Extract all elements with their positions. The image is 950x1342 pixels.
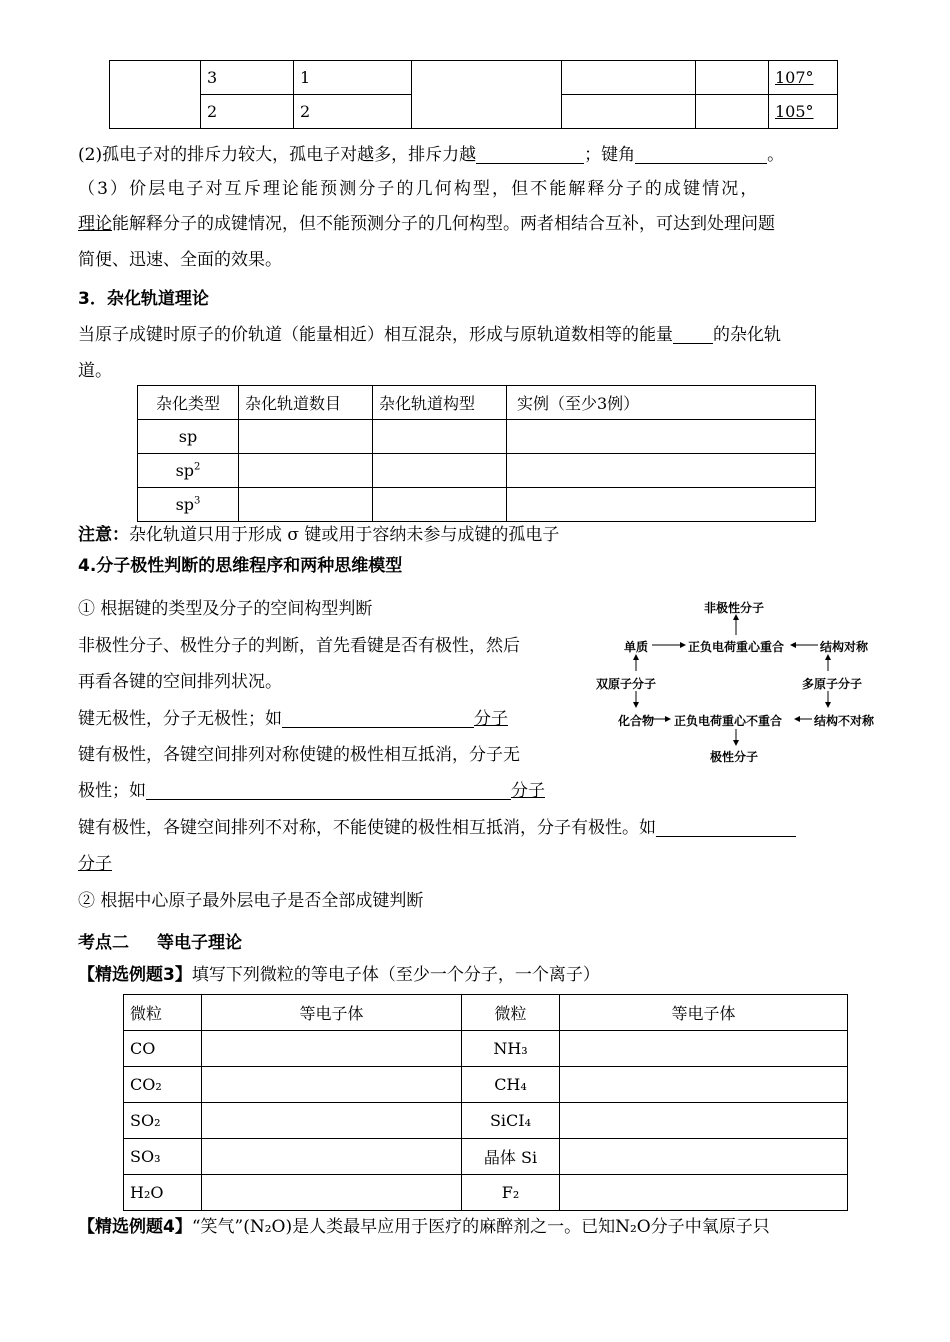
header-cell: 微粒 [462,995,560,1031]
table-cell[interactable] [373,454,507,488]
answer-cell[interactable] [202,1031,462,1067]
section-4-line: 非极性分子、极性分子的判断，首先看键是否有极性，然后 [78,636,520,656]
top-table-cell [562,61,696,95]
section-4-line: 键有极性，各键空间排列不对称，不能使键的极性相互抵消，分子有极性。如 [78,811,872,845]
particle-cell: CH₄ [462,1067,560,1103]
diagram-node: 非极性分子 [704,601,765,615]
example-4: 【精选例题4】“笑气”(N₂O)是人类最早应用于医疗的麻醉剂之一。已知N₂O分子中氧原子只 [78,1217,770,1237]
answer-cell[interactable] [202,1067,462,1103]
para-3-line-3: 简便、迅速、全面的效果。 [78,250,282,270]
particle-cell: CO₂ [124,1067,202,1103]
answer-cell[interactable] [560,1139,848,1175]
para-3-line-2: 理论能解释分子的成键情况，但不能预测分子的几何构型。两者相结合互补，可达到处理问题 [78,214,775,234]
hybrid-type: sp [138,420,239,454]
section-4-title: 4.分子极性判断的思维程序和两种思维模型 [78,556,403,576]
diagram-node: 正负电荷重心重合 [688,640,785,654]
isoelectronic-table [123,994,848,1211]
particle-cell: NH₃ [462,1031,560,1067]
section-4-line: 键有极性，各键空间排列对称使键的极性相互抵消，分子无 [78,745,520,765]
top-table-cell [696,95,769,129]
top-table-cell [769,61,838,95]
header-cell: 微粒 [124,995,202,1031]
answer-cell[interactable] [202,1103,462,1139]
header-cell: 等电子体 [202,995,462,1031]
diagram-node: 结构不对称 [814,714,875,728]
para-3-line-1: （3）价层电子对互斥理论能预测分子的几何构型，但不能解释分子的成键情况， [78,179,760,199]
answer-cell[interactable] [560,1031,848,1067]
hybrid-table [137,385,816,522]
diagram-node: 化合物 [618,714,655,728]
para-2: (2)孤电子对的排斥力较大，孤电子对越多，排斥力越 ；键角 。 [78,145,785,165]
section-4-line: 极性；如 分子 [78,781,545,801]
table-cell[interactable] [507,420,816,454]
table-cell[interactable] [373,488,507,522]
header-cell: 杂化类型 [138,386,239,420]
diagram-node: 双原子分子 [596,677,657,691]
answer-cell[interactable] [560,1067,848,1103]
answer-cell[interactable] [202,1175,462,1211]
example-3: 【精选例题3】填写下列微粒的等电子体（至少一个分子，一个离子） [78,965,600,985]
model-1: ① 根据键的类型及分子的空间构型判断 [78,599,373,619]
top-table-cell [412,61,562,129]
diagram-node: 单质 [624,640,649,654]
polarity-diagram [590,595,890,770]
top-table-cell: 2 [201,95,294,129]
top-table-cell [696,61,769,95]
header-cell: 实例（至少3例） [507,386,816,420]
answer-cell[interactable] [560,1103,848,1139]
header-cell: 等电子体 [560,995,848,1031]
diagram-node: 极性分子 [710,750,759,764]
answer-blank[interactable] [656,816,796,837]
section-3-intro: 当原子成键时原子的价轨道（能量相近）相互混杂，形成与原轨道数相等的能量 的杂化轨 [78,325,781,345]
particle-cell: 晶体 Si [462,1139,560,1175]
top-table [109,60,838,129]
table-cell[interactable] [373,420,507,454]
particle-cell: SO₂ [124,1103,202,1139]
bond-angle: 105° [775,102,814,121]
answer-blank[interactable] [476,143,584,164]
diagram-node: 多原子分子 [802,677,863,691]
top-table-cell: 2 [294,95,412,129]
model-2: ② 根据中心原子最外层电子是否全部成键判断 [78,891,424,911]
hybrid-type: $sp^2$ [138,454,239,488]
top-table-cell: 1 [294,61,412,95]
top-table-cell [110,61,201,129]
top-table-cell [769,95,838,129]
section-3-title: 3．杂化轨道理论 [78,289,209,309]
section-4-line: 分子 [78,854,112,874]
particle-cell: H₂O [124,1175,202,1211]
answer-blank[interactable] [146,779,511,800]
answer-blank[interactable] [282,707,474,728]
particle-cell: SiCI₄ [462,1103,560,1139]
table-cell[interactable] [239,454,373,488]
table-cell[interactable] [507,454,816,488]
table-cell[interactable] [239,488,373,522]
top-table-cell: 3 [201,61,294,95]
section-3-intro-2: 道。 [78,361,112,381]
table-cell[interactable] [239,420,373,454]
diagram-node: 结构对称 [820,640,869,654]
table-cell[interactable] [507,488,816,522]
hybrid-type: $sp^3$ [138,488,239,522]
diagram-node: 正负电荷重心不重合 [674,714,783,728]
kaodian-2-title: 考点二 等电子理论 [78,933,242,953]
answer-blank[interactable] [673,323,713,344]
section-4-line: 再看各键的空间排列状况。 [78,672,282,692]
answer-cell[interactable] [202,1139,462,1175]
header-cell: 杂化轨道构型 [373,386,507,420]
particle-cell: F₂ [462,1175,560,1211]
header-cell: 杂化轨道数目 [239,386,373,420]
top-table-cell [562,95,696,129]
note: 注意：杂化轨道只用于形成 σ 键或用于容纳未参与成键的孤电子 [78,525,560,545]
particle-cell: CO [124,1031,202,1067]
section-4-line: 键无极性，分子无极性；如 分子 [78,709,508,729]
answer-blank[interactable] [635,143,767,164]
particle-cell: SO₃ [124,1139,202,1175]
bond-angle: 107° [775,68,814,87]
answer-cell[interactable] [560,1175,848,1211]
